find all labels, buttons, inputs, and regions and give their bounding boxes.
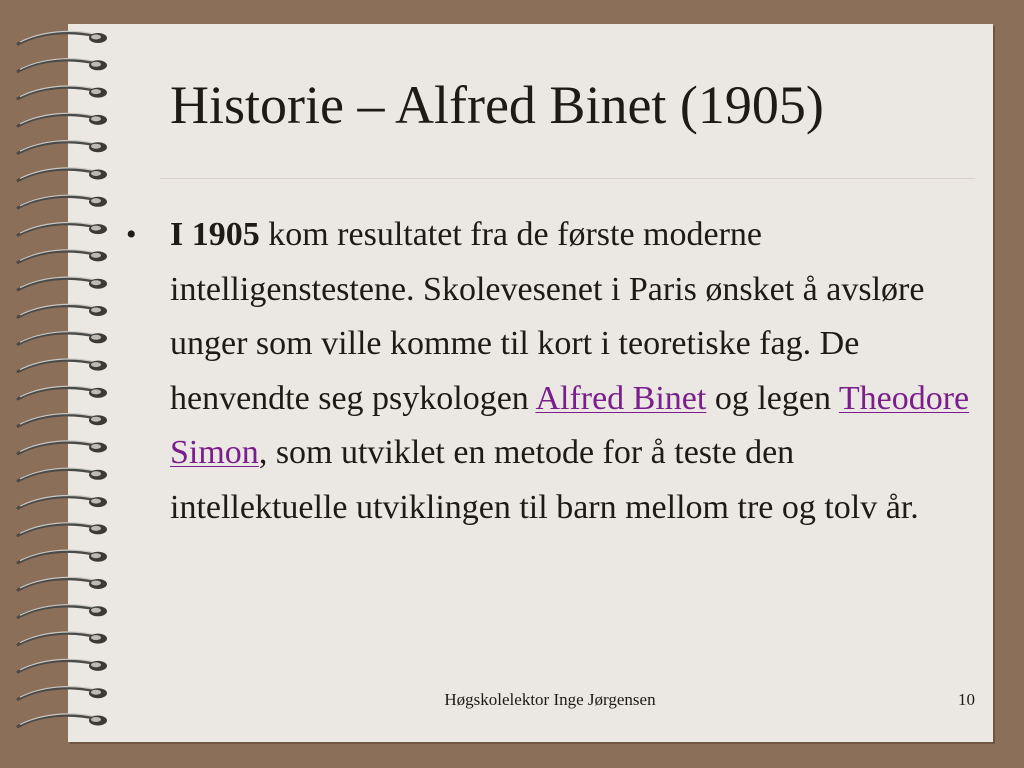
spiral-ring-icon [18,141,107,154]
spiral-ring-icon [18,687,107,700]
theodore-simon-link[interactable]: Theodore Simon [170,379,970,471]
spiral-ring-icon [18,523,107,536]
alfred-binet-link[interactable]: Alfred Binet [535,379,707,417]
spiral-binding-icon [0,0,120,768]
spiral-ring-icon [18,223,107,236]
slide-number: 10 [958,690,975,709]
spiral-ring-icon [18,277,107,290]
bullet-text-part-2: og legen [706,379,839,417]
spiral-ring-icon [18,59,107,72]
spiral-ring-icon [18,577,107,590]
bullet-lead-year: I 1905 [170,216,260,253]
bullet-text-part-3: , som utviklet en metode for å teste den intellektuelle utviklingen til barn mellom tre og tolv år. [170,434,919,526]
spiral-ring-icon [18,632,107,645]
bullet-text-part-1: kom resultatet fra de første moderne intelligenstestene. Skolevesenet i Paris ønsket å avsløre unger som ville komme til kort i teoretiske fag. De henvendte seg psykologen [170,216,925,417]
spiral-ring-icon [18,195,107,208]
spiral-ring-icon [18,359,107,372]
spiral-ring-icon [18,605,107,618]
spiral-ring-icon [18,86,107,99]
slide-body [126,208,976,535]
spiral-ring-icon [18,414,107,427]
spiral-ring-icon [18,304,107,317]
spiral-ring-icon [18,113,107,126]
spiral-ring-icon [18,250,107,263]
spiral-ring-icon [18,468,107,481]
slide-title: Historie – Alfred Binet (1905) [170,75,824,135]
spiral-ring-icon [18,386,107,399]
spiral-ring-icon [18,496,107,509]
bullet-text [170,208,976,535]
bullet-item [126,208,976,535]
spiral-ring-icon [18,659,107,672]
spiral-ring-icon [18,168,107,181]
title-divider [160,178,975,179]
spiral-ring-icon [18,332,107,345]
spiral-ring-icon [18,31,107,44]
bullet-icon: • [126,218,137,251]
footer-author: Høgskolelektor Inge Jørgensen [444,690,656,709]
spiral-ring-icon [18,714,107,727]
spiral-ring-icon [18,550,107,563]
spiral-ring-icon [18,441,107,454]
